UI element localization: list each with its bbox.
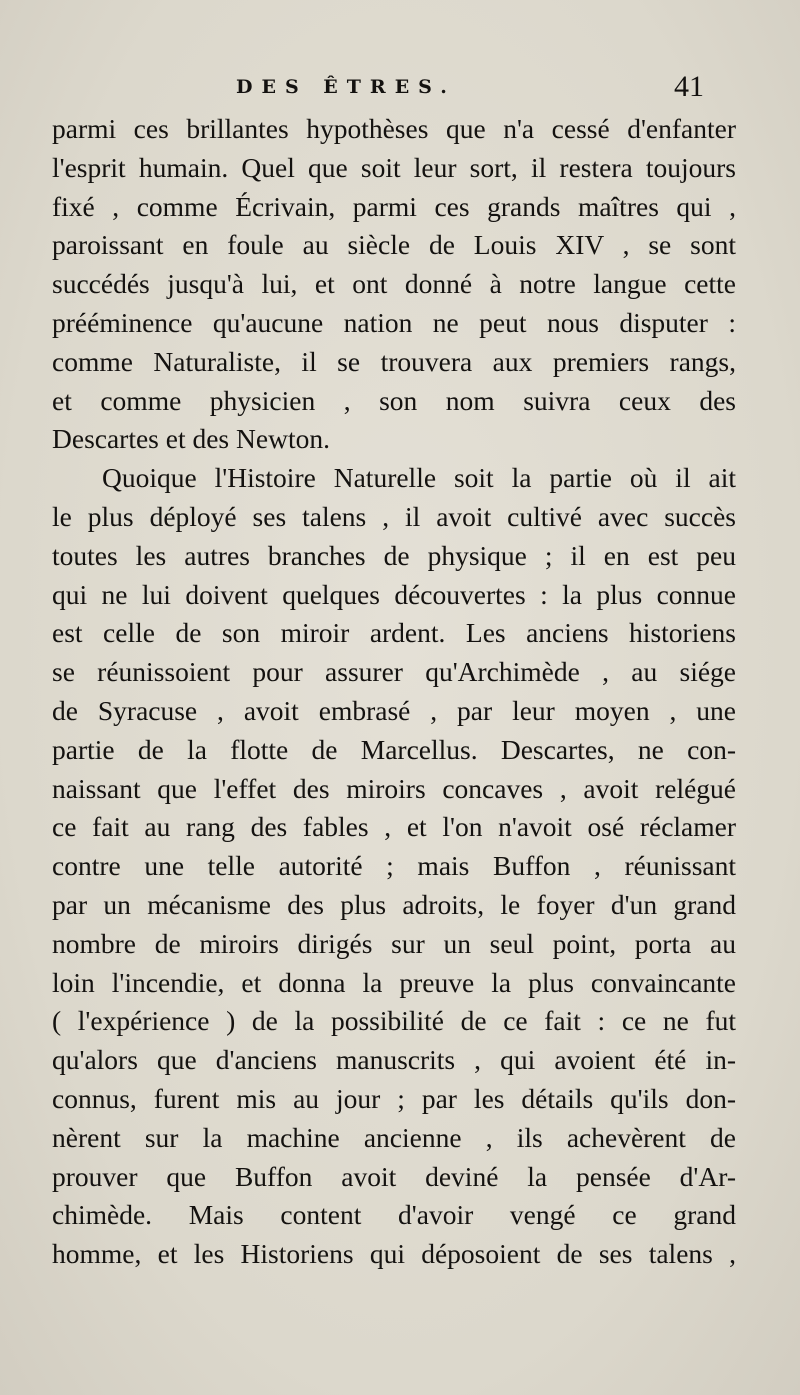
text-line: loin l'incendie, et donna la preuve la plus convaincante: [52, 966, 736, 998]
text-line: se réunissoient pour assurer qu'Archimède , au siége: [52, 656, 736, 688]
text-line: parmi ces brillantes hypothèses que n'a cessé d'enfanter: [52, 113, 736, 144]
text-line: le plus déployé ses talens , il avoit cultivé avec succès: [52, 500, 736, 532]
text-line: ce fait au rang des fables , et l'on n'avoit osé réclamer: [52, 811, 736, 843]
text-line: succédés jusqu'à lui, et ont donné à notre langue cette: [52, 268, 736, 300]
text-line: connus, furent mis au jour ; par les détails qu'ils don-: [52, 1082, 736, 1114]
text-line: paroissant en foule au siècle de Louis XIV , se sont: [52, 229, 736, 261]
text-line: partie de la flotte de Marcellus. Descartes, ne con-: [52, 733, 736, 765]
text-line: Quoique l'Histoire Naturelle soit la partie où il ait: [102, 462, 736, 494]
text-line: fixé , comme Écrivain, parmi ces grands maîtres qui ,: [52, 190, 736, 222]
text-line: prééminence qu'aucune nation ne peut nous disputer :: [52, 306, 736, 338]
body-text: [52, 110, 736, 1274]
text-line: nombre de miroirs dirigés sur un seul point, porta au: [52, 927, 736, 959]
text-line: est celle de son miroir ardent. Les anciens historiens: [52, 617, 736, 649]
text-line: de Syracuse , avoit embrasé , par leur moyen , une: [52, 694, 736, 726]
text-line: prouver que Buffon avoit deviné la pensée d'Ar-: [52, 1160, 736, 1192]
text-line: qui ne lui doivent quelques découvertes : la plus connue: [52, 578, 736, 610]
text-line: chimède. Mais content d'avoir vengé ce grand: [52, 1199, 736, 1231]
text-line: ( l'expérience ) de la possibilité de ce fait : ce ne fut: [52, 1005, 736, 1037]
text-line: nèrent sur la machine ancienne , ils achevèrent de: [52, 1121, 736, 1153]
text-line: homme, et les Historiens qui déposoient de ses talens ,: [52, 1238, 736, 1270]
running-title: DES ÊTRES.: [236, 76, 456, 98]
text-line: contre une telle autorité ; mais Buffon , réunissant: [52, 850, 736, 882]
page-number: 41: [674, 70, 704, 103]
text-line: qu'alors que d'anciens manuscrits , qui avoient été in-: [52, 1044, 736, 1076]
running-head: [0, 70, 800, 106]
text-line: par un mécanisme des plus adroits, le foyer d'un grand: [52, 888, 736, 920]
text-line: naissant que l'effet des miroirs concaves , avoit relégué: [52, 772, 736, 804]
text-line: comme Naturaliste, il se trouvera aux premiers rangs,: [52, 345, 736, 377]
text-line: et comme physicien , son nom suivra ceux des: [52, 384, 736, 416]
text-line: l'esprit humain. Quel que soit leur sort, il restera toujours: [52, 151, 736, 183]
text-line: toutes les autres branches de physique ; il en est peu: [52, 539, 736, 571]
text-line: Descartes et des Newton.: [52, 423, 330, 455]
